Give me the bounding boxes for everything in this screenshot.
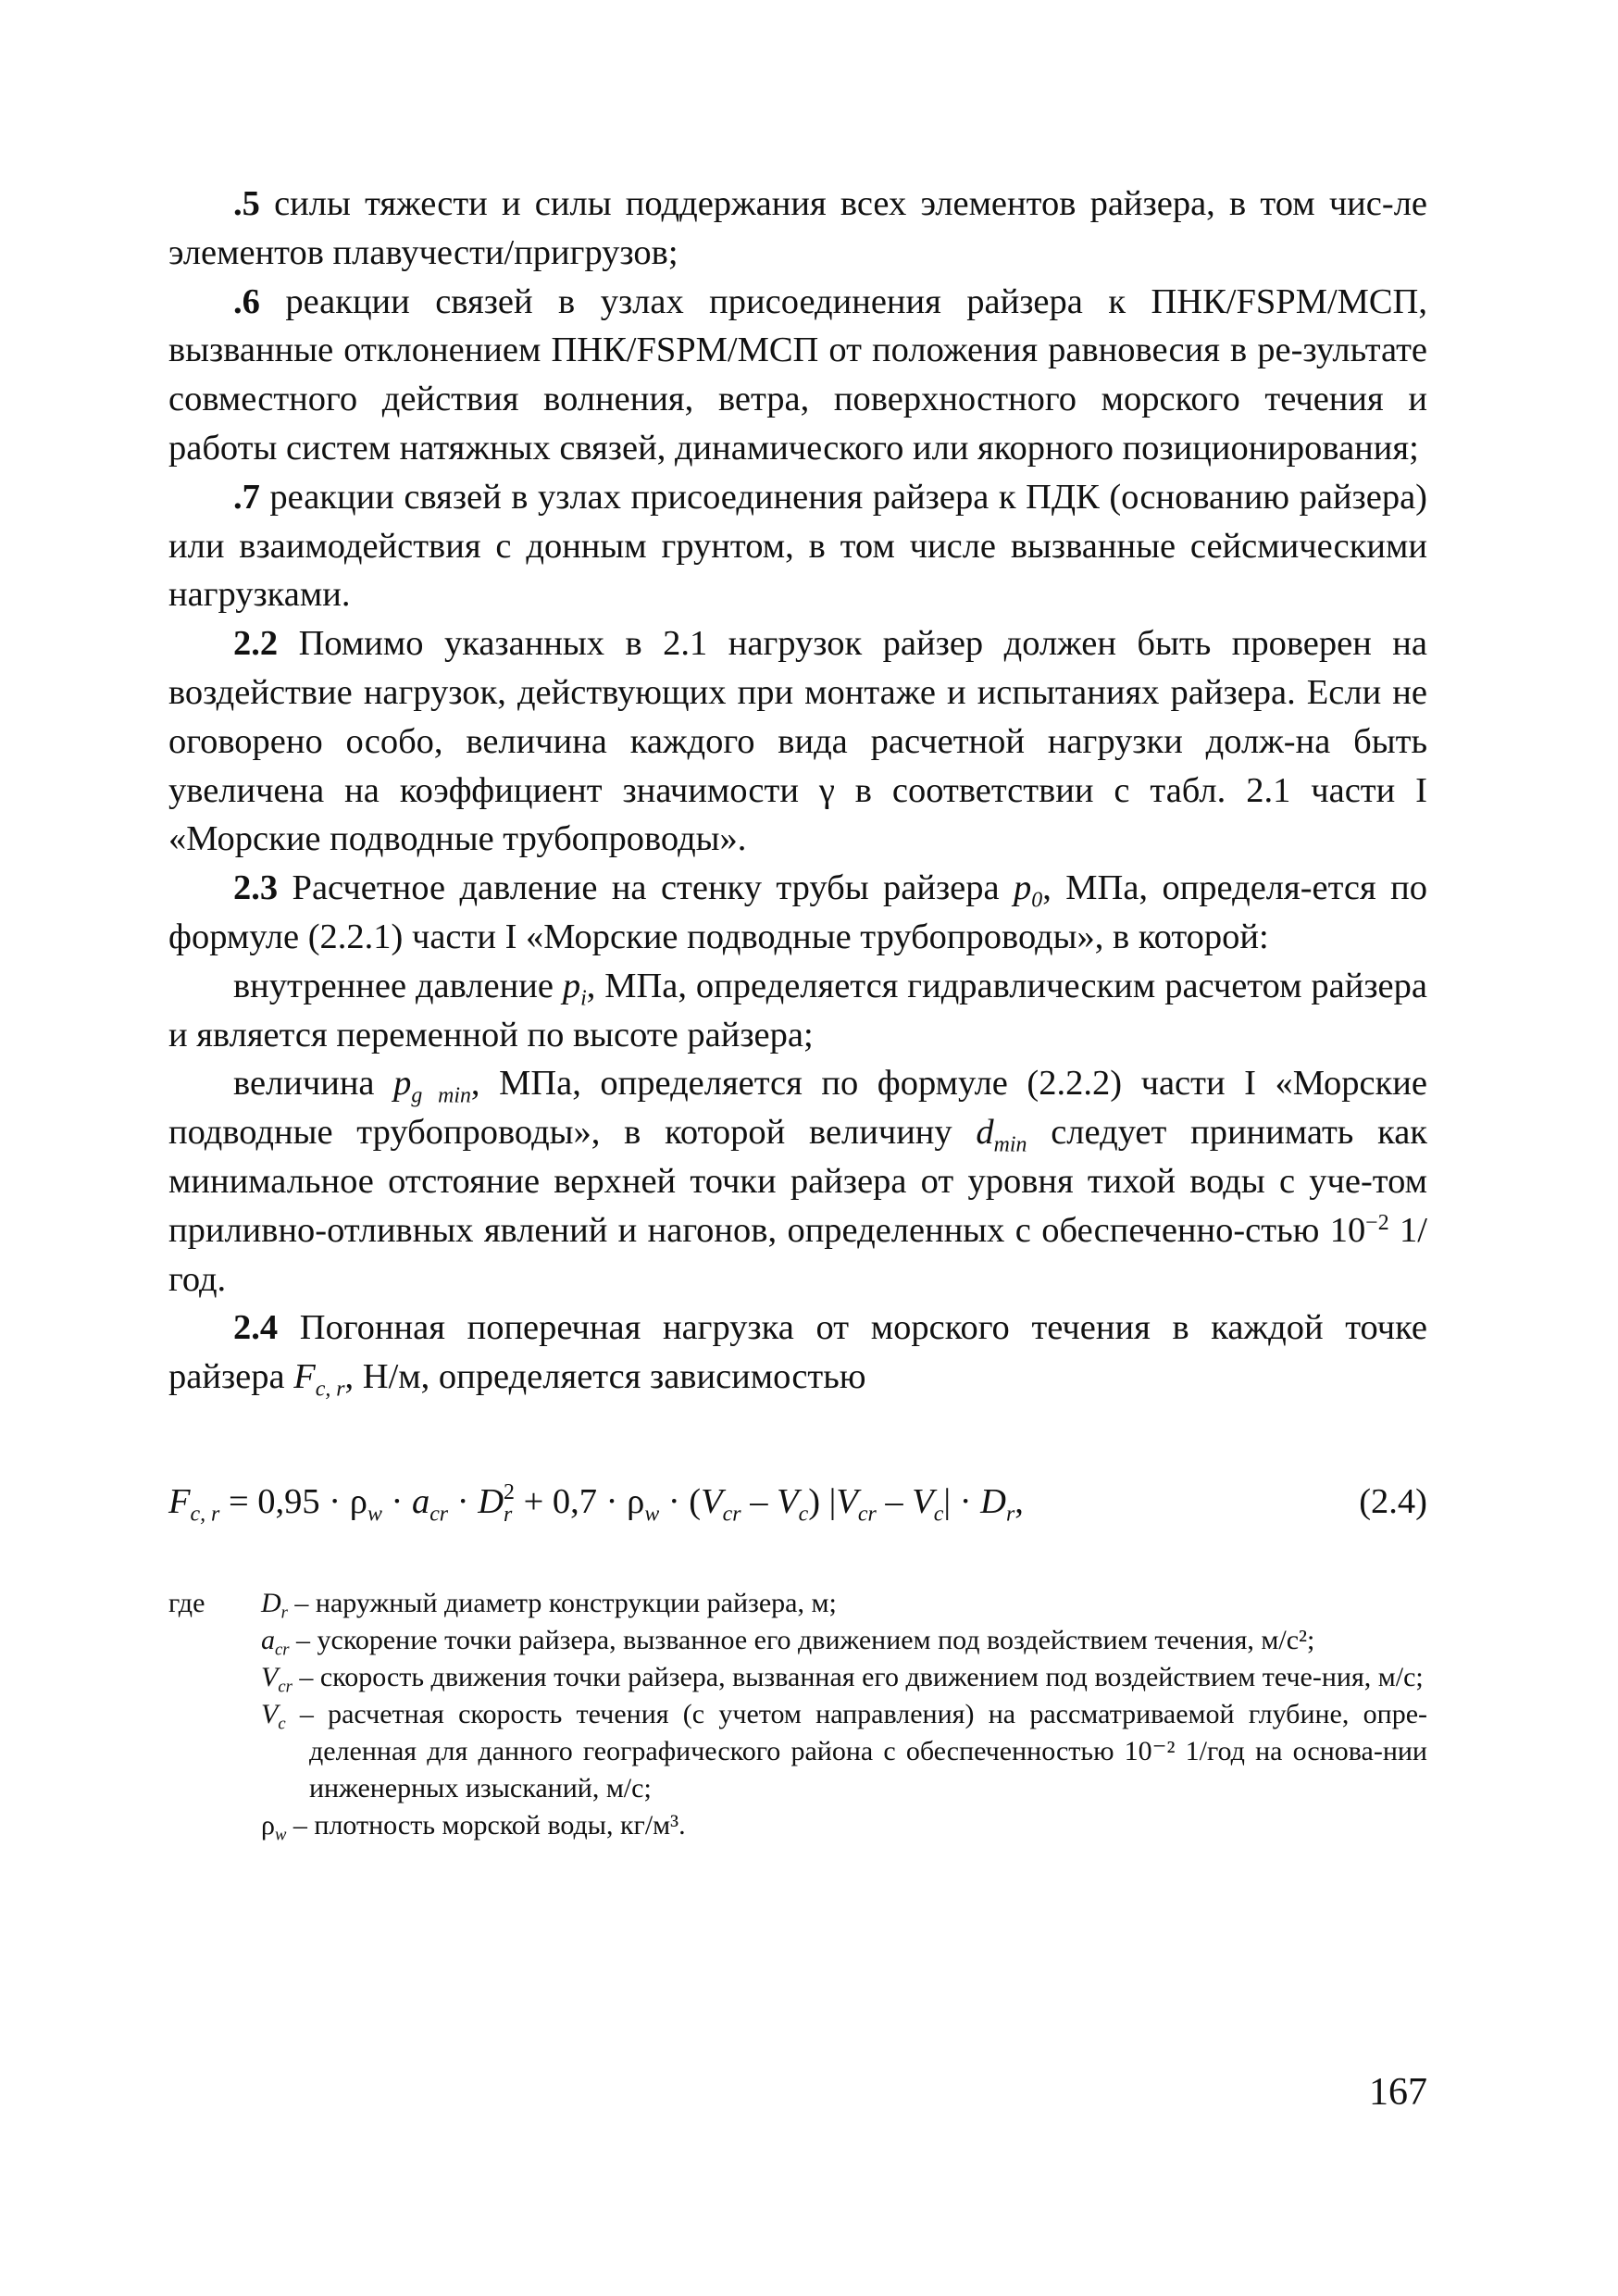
- math-sub: w: [644, 1502, 660, 1527]
- math-var: F: [168, 1482, 191, 1521]
- math-text: ,: [1014, 1482, 1024, 1521]
- paragraph-text: 1/год.: [168, 1210, 1427, 1299]
- math-sub: 0: [1031, 888, 1043, 913]
- math-sub: r: [504, 1503, 513, 1528]
- paragraph-text: , Н/м, определяется зависимостью: [344, 1357, 866, 1397]
- paragraph-2-1-6: [168, 278, 1427, 473]
- math-var: V: [836, 1482, 858, 1521]
- math-sub: g min: [411, 1083, 471, 1108]
- math-sub: cr: [275, 1640, 290, 1660]
- item-number: .5: [233, 184, 260, 223]
- math-text: = 0,95 · ρ: [219, 1482, 367, 1521]
- body-text: [168, 180, 1427, 1402]
- math-sub: c, r: [315, 1377, 345, 1402]
- paragraph-text: силы тяжести и силы поддержания всех элементов райзера, в том чис-ле элементов плавучести/пригрузов;: [168, 184, 1427, 272]
- math-supsub: [504, 1482, 515, 1527]
- math-var: V: [261, 1662, 279, 1692]
- math-text: –: [876, 1482, 913, 1521]
- math-var: V: [777, 1482, 799, 1521]
- paragraph-text: Помимо указанных в 2.1 нагрузок райзер должен быть проверен на воздействие нагрузок, действующих при монтаже и испытаниях райзера. Если не оговорено особо, величина каждого вида расчетной нагрузки долж-на быть увеличена на коэффициент значимости γ в соответствии с табл. 2.1 части I «Морские подводные трубопроводы».: [168, 624, 1427, 859]
- math-var: ρ: [261, 1810, 275, 1841]
- math-sub: c: [798, 1502, 809, 1527]
- math-var: D: [478, 1482, 504, 1521]
- paragraph-pgmin: [168, 1059, 1427, 1304]
- math-sub: cr: [857, 1502, 877, 1527]
- page-number: 167: [1369, 2071, 1427, 2114]
- math-var: a: [411, 1482, 430, 1521]
- math-text: · (: [659, 1482, 702, 1521]
- math-sub: w: [274, 1825, 287, 1845]
- definition-row: [168, 1659, 1427, 1696]
- definition-body: – скорость движения точки райзера, вызванная его движением под воздействием тече-ния, м/с;: [292, 1662, 1424, 1692]
- paragraph-2-1-7: [168, 473, 1427, 619]
- definition-body: – плотность морской воды, кг/м³.: [286, 1810, 686, 1841]
- math-var: V: [912, 1482, 934, 1521]
- definition-text: [261, 1659, 1427, 1696]
- paragraph-2-1-5: [168, 180, 1427, 278]
- paragraph-text: внутреннее давление: [233, 966, 563, 1005]
- paragraph-text: Погонная поперечная нагрузка от морского течения в каждой точке райзера: [168, 1308, 1427, 1397]
- math-var: V: [261, 1699, 279, 1729]
- paragraph-text: , МПа, определяется по формуле (2.2.2) части I «Морские подводные трубопроводы», в которой величину: [168, 1064, 1427, 1153]
- math-var: p: [393, 1064, 412, 1104]
- math-sub: min: [993, 1132, 1027, 1157]
- math-sup: 2: [504, 1480, 515, 1505]
- section-number: 2.3: [233, 868, 279, 908]
- math-sub: c: [933, 1502, 944, 1527]
- paragraph-2-3: [168, 864, 1427, 962]
- paragraph-text: , МПа, определя-ется по формуле (2.2.1) части I «Морские подводные трубопроводы», в которой:: [168, 868, 1428, 956]
- definition-text: [261, 1807, 1427, 1844]
- math-sub: w: [367, 1502, 382, 1527]
- math-var: a: [261, 1625, 275, 1655]
- definition-text: [261, 1585, 1427, 1622]
- paragraph-text: величина: [233, 1064, 394, 1104]
- item-number: .7: [233, 477, 260, 517]
- definition-row: [168, 1696, 1427, 1807]
- equation-number: (2.4): [1359, 1482, 1427, 1521]
- definition-row: [168, 1585, 1427, 1622]
- definition-body: – наружный диаметр конструкции райзера, м;: [287, 1588, 837, 1618]
- math-text: + 0,7 · ρ: [514, 1482, 645, 1521]
- paragraph-text: реакции связей в узлах присоединения райзера к ПНК/FSPM/МСП, вызванные отклонением ПНК/FSPM/МСП от положения равновесия в ре-зультате совместного действия волнения, ветра, поверхностного морского течения и работы систем натяжных связей, динамического или якорного позиционирования;: [168, 281, 1427, 468]
- paragraph-2-4: [168, 1304, 1427, 1402]
- paragraph-text: , МПа, определяется гидравлическим расчетом райзера и является переменной по высоте райзера;: [168, 966, 1427, 1054]
- math-var: d: [976, 1113, 994, 1153]
- formula-expression: [168, 1478, 1024, 1527]
- math-var: p: [562, 966, 581, 1005]
- paragraph-text: следует принимать как минимальное отстояние верхней точки райзера от уровня тихой воды с уче-том приливно-отливных явлений и нагонов, определенных с обеспеченно-стью 10: [168, 1113, 1427, 1250]
- definition-body: – расчетная скорость течения (с учетом направления) на рассматриваемой глубине, опре-деленная для данного географического района с обеспеченностью 10⁻² 1/год на основа-нии инженерных изысканий, м/с;: [285, 1699, 1427, 1803]
- math-var: V: [701, 1482, 723, 1521]
- math-sub: r: [280, 1603, 288, 1623]
- section-number: 2.4: [233, 1308, 279, 1348]
- math-sub: i: [580, 986, 587, 1011]
- math-var: D: [980, 1482, 1006, 1521]
- variable-definitions: [168, 1585, 1427, 1844]
- math-var: p: [1014, 868, 1032, 908]
- paragraph-text: Расчетное давление на стенку трубы райзера: [278, 868, 1014, 908]
- paragraph-2-2: [168, 619, 1427, 864]
- where-lead: где: [168, 1588, 205, 1618]
- definition-text: [261, 1696, 1427, 1807]
- math-var: F: [293, 1357, 316, 1397]
- paragraph-internal-pressure: [168, 962, 1427, 1060]
- paragraph-text: реакции связей в узлах присоединения райзера к ПДК (основанию райзера) или взаимодействия с донным грунтом, в том числе вызванные сейсмическими нагрузками.: [168, 477, 1427, 615]
- math-sub: r: [1005, 1502, 1015, 1527]
- math-sub: c: [278, 1714, 286, 1734]
- section-number: 2.2: [233, 624, 279, 664]
- math-text: ·: [448, 1482, 479, 1521]
- math-sub: c, r: [190, 1502, 220, 1527]
- definition-body: – ускорение точки райзера, вызванное его движением под воздействием течения, м/с²;: [289, 1625, 1315, 1655]
- math-sub: cr: [429, 1502, 449, 1527]
- definition-text: [261, 1622, 1427, 1659]
- math-text: | ·: [943, 1482, 981, 1521]
- item-number: .6: [233, 281, 260, 321]
- definition-row: [168, 1807, 1427, 1844]
- math-sup: −2: [1365, 1210, 1389, 1235]
- definition-row: [168, 1622, 1427, 1659]
- math-var: D: [261, 1588, 281, 1618]
- math-text: ·: [381, 1482, 412, 1521]
- math-text: ) |: [808, 1482, 837, 1521]
- math-sub: cr: [278, 1677, 292, 1697]
- math-text: –: [741, 1482, 778, 1521]
- math-sub: cr: [722, 1502, 741, 1527]
